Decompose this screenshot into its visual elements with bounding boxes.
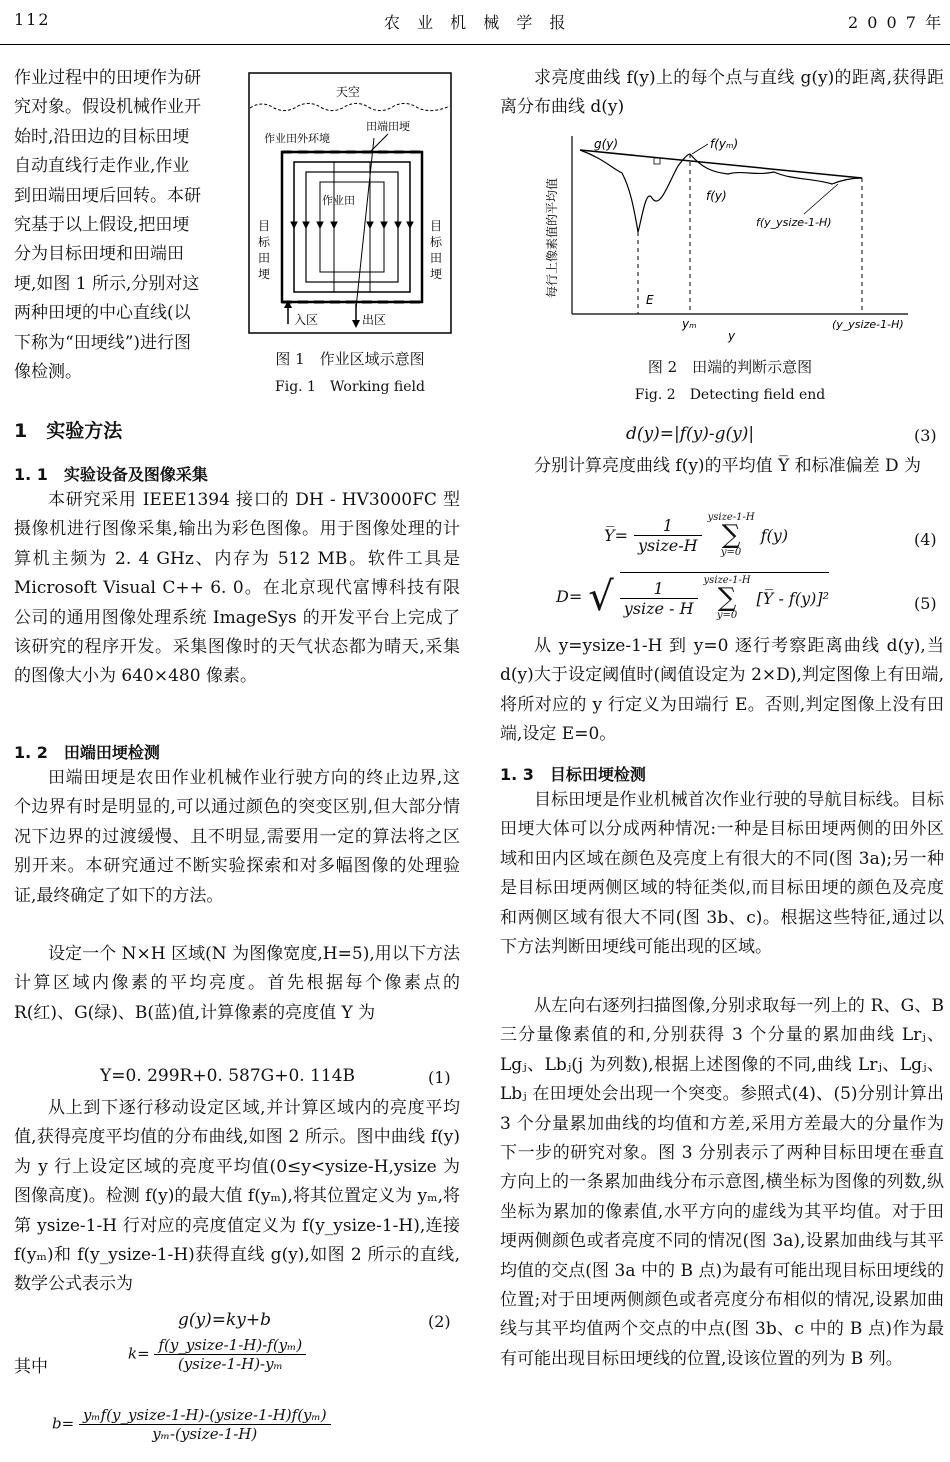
fig2-perpendicular-mark	[654, 158, 660, 164]
journal-title: 农 业 机 械 学 报	[384, 13, 572, 32]
fig1-left-label-1: 目	[258, 219, 271, 233]
fig1-entry-label: 入区	[294, 313, 319, 327]
equation-1-number: (1)	[428, 1068, 451, 1087]
page-number: 112	[14, 10, 51, 29]
sum-symbol: ∑	[721, 520, 741, 550]
fig1-right-label-1: 目	[430, 219, 443, 233]
equation-2: g(y)=ky+b	[178, 1310, 272, 1330]
fig1-left-label-3: 田	[258, 251, 271, 265]
fig2-label-fy: f(y)	[706, 189, 727, 203]
equation-4-number: (4)	[914, 530, 937, 549]
fig2-label-yh: (y_ysize-1-H)	[832, 318, 904, 331]
fig1-field-label: 作业田	[322, 194, 355, 207]
header-rule	[0, 44, 950, 45]
figure-2-field-end-detection	[542, 128, 922, 348]
fig2-label-fyh: f(y_ysize-1-H)	[756, 216, 832, 229]
section-1-heading: 1 实验方法	[14, 420, 123, 442]
paragraph-distance: 求亮度曲线 f(y)上的每个点与直线 g(y)的距离,获得距离分布曲线 d(y)	[500, 68, 944, 118]
sqrt-symbol: √	[588, 573, 614, 620]
equation-2-number: (2)	[428, 1312, 451, 1331]
fig2-caption-cn: 图 2 田端的判断示意图	[647, 358, 813, 376]
fig1-end-ridge-label: 田端田埂	[366, 120, 410, 133]
qizhong-label: 其中	[14, 1357, 48, 1377]
fig2-label-ym: yₘ	[682, 317, 697, 331]
fig1-horizon	[250, 103, 450, 110]
paragraph-1-3-b: 从左向右逐列扫描图像,分别求取每一列上的 R、G、B 三分量像素值的和,分别获得 3 个分量的累加曲线 Lrⱼ、Lgⱼ、Lbⱼ(j 为列数),根据上述图像的不同,曲线 Lrⱼ、Lgⱼ、Lbⱼ 在田埂处会出现一个突变。参照式(4)、(5)分别计算出 3 个分量累加曲线的均值和方差,采用方差最大的分量作为下一步的研究对象。图 3 分别表示了两种目标田埂在垂直方向上的一条累加曲线分布示意图,横坐标为图像的列数,纵坐标为累加的像素值,水平方向的虚线为其平均值。对于田埂两侧颜色或者亮度不同的情况(图 3a),设累加曲线与其平均值的交点(图 3a 中的 B 点)为最有可能出现目标田埂线的位置;对于田埂两侧颜色或者亮度分布相似的情况,设累加曲线与其平均值两个交点的中点(图 3b、c 中的 B 点)作为最有可能出现目标田埂线的位置,设该位置的列为 B 列。	[500, 996, 944, 1369]
fig2-ylabel: 每行上像素值的平均值	[545, 177, 559, 298]
fig2-label-E: E	[646, 293, 654, 307]
fig1-exit-arrow	[352, 320, 360, 328]
paragraph-mean: 分别计算亮度曲线 f(y)的平均值 Y̅ 和标准偏差 D 为	[534, 456, 922, 476]
fig1-outside-label: 作业田外环境	[264, 132, 330, 145]
fig1-right-label-2: 标	[430, 235, 443, 249]
fig2-label-fym: f(yₘ)	[710, 137, 739, 151]
fig1-direction-arrows	[291, 212, 413, 228]
paragraph-1-3-a: 目标田埂是作业机械首次作业行驶的导航目标线。目标田埂大体可以分成两种情况:一种是目标田埂两侧的田外区域和田内区域在颜色及亮度上有很大的不同(图 3a);另一种是目标田埂两侧区域的特征类似,而目标田埂的颜色及亮度和两侧区域有很大不同(图 3b、c)。根据这些特征,通过以下方法判断田埂线可能出现的区域。	[500, 790, 944, 958]
paragraph-scan: 从 y=ysize-1-H 到 y=0 逐行考察距离曲线 d(y),当 d(y)大于设定阈值时(阈值设定为 2×D),判定图像上有田端,将所对应的 y 行定义为田端行 E。否则,判定图像上没有田端,设定 E=0。	[500, 636, 944, 745]
equation-1: Y=0. 299R+0. 587G+0. 114B	[100, 1066, 356, 1086]
fig1-sky-label: 天空	[336, 85, 361, 99]
section-1-2-heading: 1. 2 田端田埂检测	[14, 743, 160, 762]
equation-3-number: (3)	[914, 426, 937, 445]
paragraph-1-2-b: 设定一个 N×H 区域(N 为图像宽度,H=5),用以下方法计算区域内像素的平均亮度。首先根据每个像素点的 R(红)、G(绿)、B(蓝)值,计算像素的亮度值 Y 为	[14, 944, 460, 1023]
fig1-left-label-4: 埂	[258, 267, 271, 281]
fig1-right-label-3: 田	[430, 251, 443, 265]
fig1-caption-cn: 图 1 作业区域示意图	[275, 350, 425, 368]
fig1-field-boundary	[282, 152, 422, 302]
fig1-caption-en: Fig. 1 Working field	[275, 379, 425, 395]
equation-k: k= $\frac{\text{f(y\_ysize-1-H)-f(yₘ)}}{\text{(ysize-1-H)-yₘ}}$	[128, 1336, 306, 1373]
equation-4: Y̅= $\frac{1}{\text{ysize-H}}$ ysize-1-H ∑ y=0 f(y)	[604, 512, 789, 558]
section-1-3-heading: 1. 3 目标田埂检测	[500, 765, 646, 784]
fig1-left-label-2: 标	[258, 235, 271, 249]
equation-3: d(y)=|f(y)-g(y)|	[626, 424, 755, 444]
fig2-label-y: y	[728, 329, 736, 343]
paragraph-1-1: 本研究采用 IEEE1394 接口的 DH - HV3000FC 型摄像机进行图像采集,输出为彩色图像。用于图像处理的计算机主频为 2. 4 GHz、内存为 512 MB。软件工具是 Microsoft Visual C++ 6. 0。在北京现代富博科技有限公司的通用图像处理系统 ImageSys 的开发平台上完成了该研究的程序开发。采集图像时的天气状态都为晴天,采集的图像大小为 640×480 像素。	[14, 490, 460, 687]
fig1-right-label-4: 埂	[430, 267, 443, 281]
fig2-label-g: g(y)	[594, 137, 619, 151]
fig1-exit-label: 出区	[362, 313, 387, 327]
equation-b: b= $\frac{\text{yₘf(y\_ysize-1-H)-(ysize-1-H)f(yₘ)}}{\text{yₘ-(ysize-1-H)}}$	[52, 1406, 331, 1443]
fig2-caption-en: Fig. 2 Detecting field end	[634, 387, 826, 403]
equation-5-number: (5)	[914, 594, 937, 613]
intro-paragraph: 作业过程中的田埂作为研 究对象。假设机械作业开 始时,沿田边的目标田埂 自动直线行走作业,作业 到田端田埂后回转。本研 究基于以上假设,把田埂 分为目标田埂和田端田 埂,如图 1 所示,分别对这 两种田埂的中心直线(以 下称为“田埂线”)进行图 像检测。	[14, 68, 201, 383]
section-1-1-heading: 1. 1 实验设备及图像采集	[14, 465, 208, 484]
paragraph-1-2-a: 田端田埂是农田作业机械作业行驶方向的终止边界,这个边界有时是明显的,可以通过颜色的突变区别,但大部分情况下边界的过渡缓慢、且不明显,需要用一定的算法将之区别开来。本研究通过不断实验探索和对多幅图像的处理验证,最终确定了如下的方法。	[14, 768, 460, 906]
paragraph-1-2-c: 从上到下逐行移动设定区域,并计算区域内的亮度平均值,获得亮度平均值的分布曲线,如图 2 所示。图中曲线 f(y)为 y 行上设定区域的亮度平均值(0≤y<ysize-H,ysize 为图像高度)。检测 f(y)的最大值 f(yₘ),将其位置定义为 yₘ,将第 ysize-1-H 行对应的亮度值定义为 f(y_ysize-1-H),连接 f(yₘ)和 f(y_ysize-1-H)获得直线 g(y),如图 2 所示的直线,数学公式表示为	[14, 1098, 460, 1295]
journal-year: 2 0 0 7 年	[848, 13, 944, 32]
figure-1-working-field	[248, 72, 452, 334]
equation-5: D= √ $\frac{1}{\text{ysize - H}}$ ysize-1-H ∑ y=0 [Y̅ - f(y)]²	[556, 573, 830, 621]
